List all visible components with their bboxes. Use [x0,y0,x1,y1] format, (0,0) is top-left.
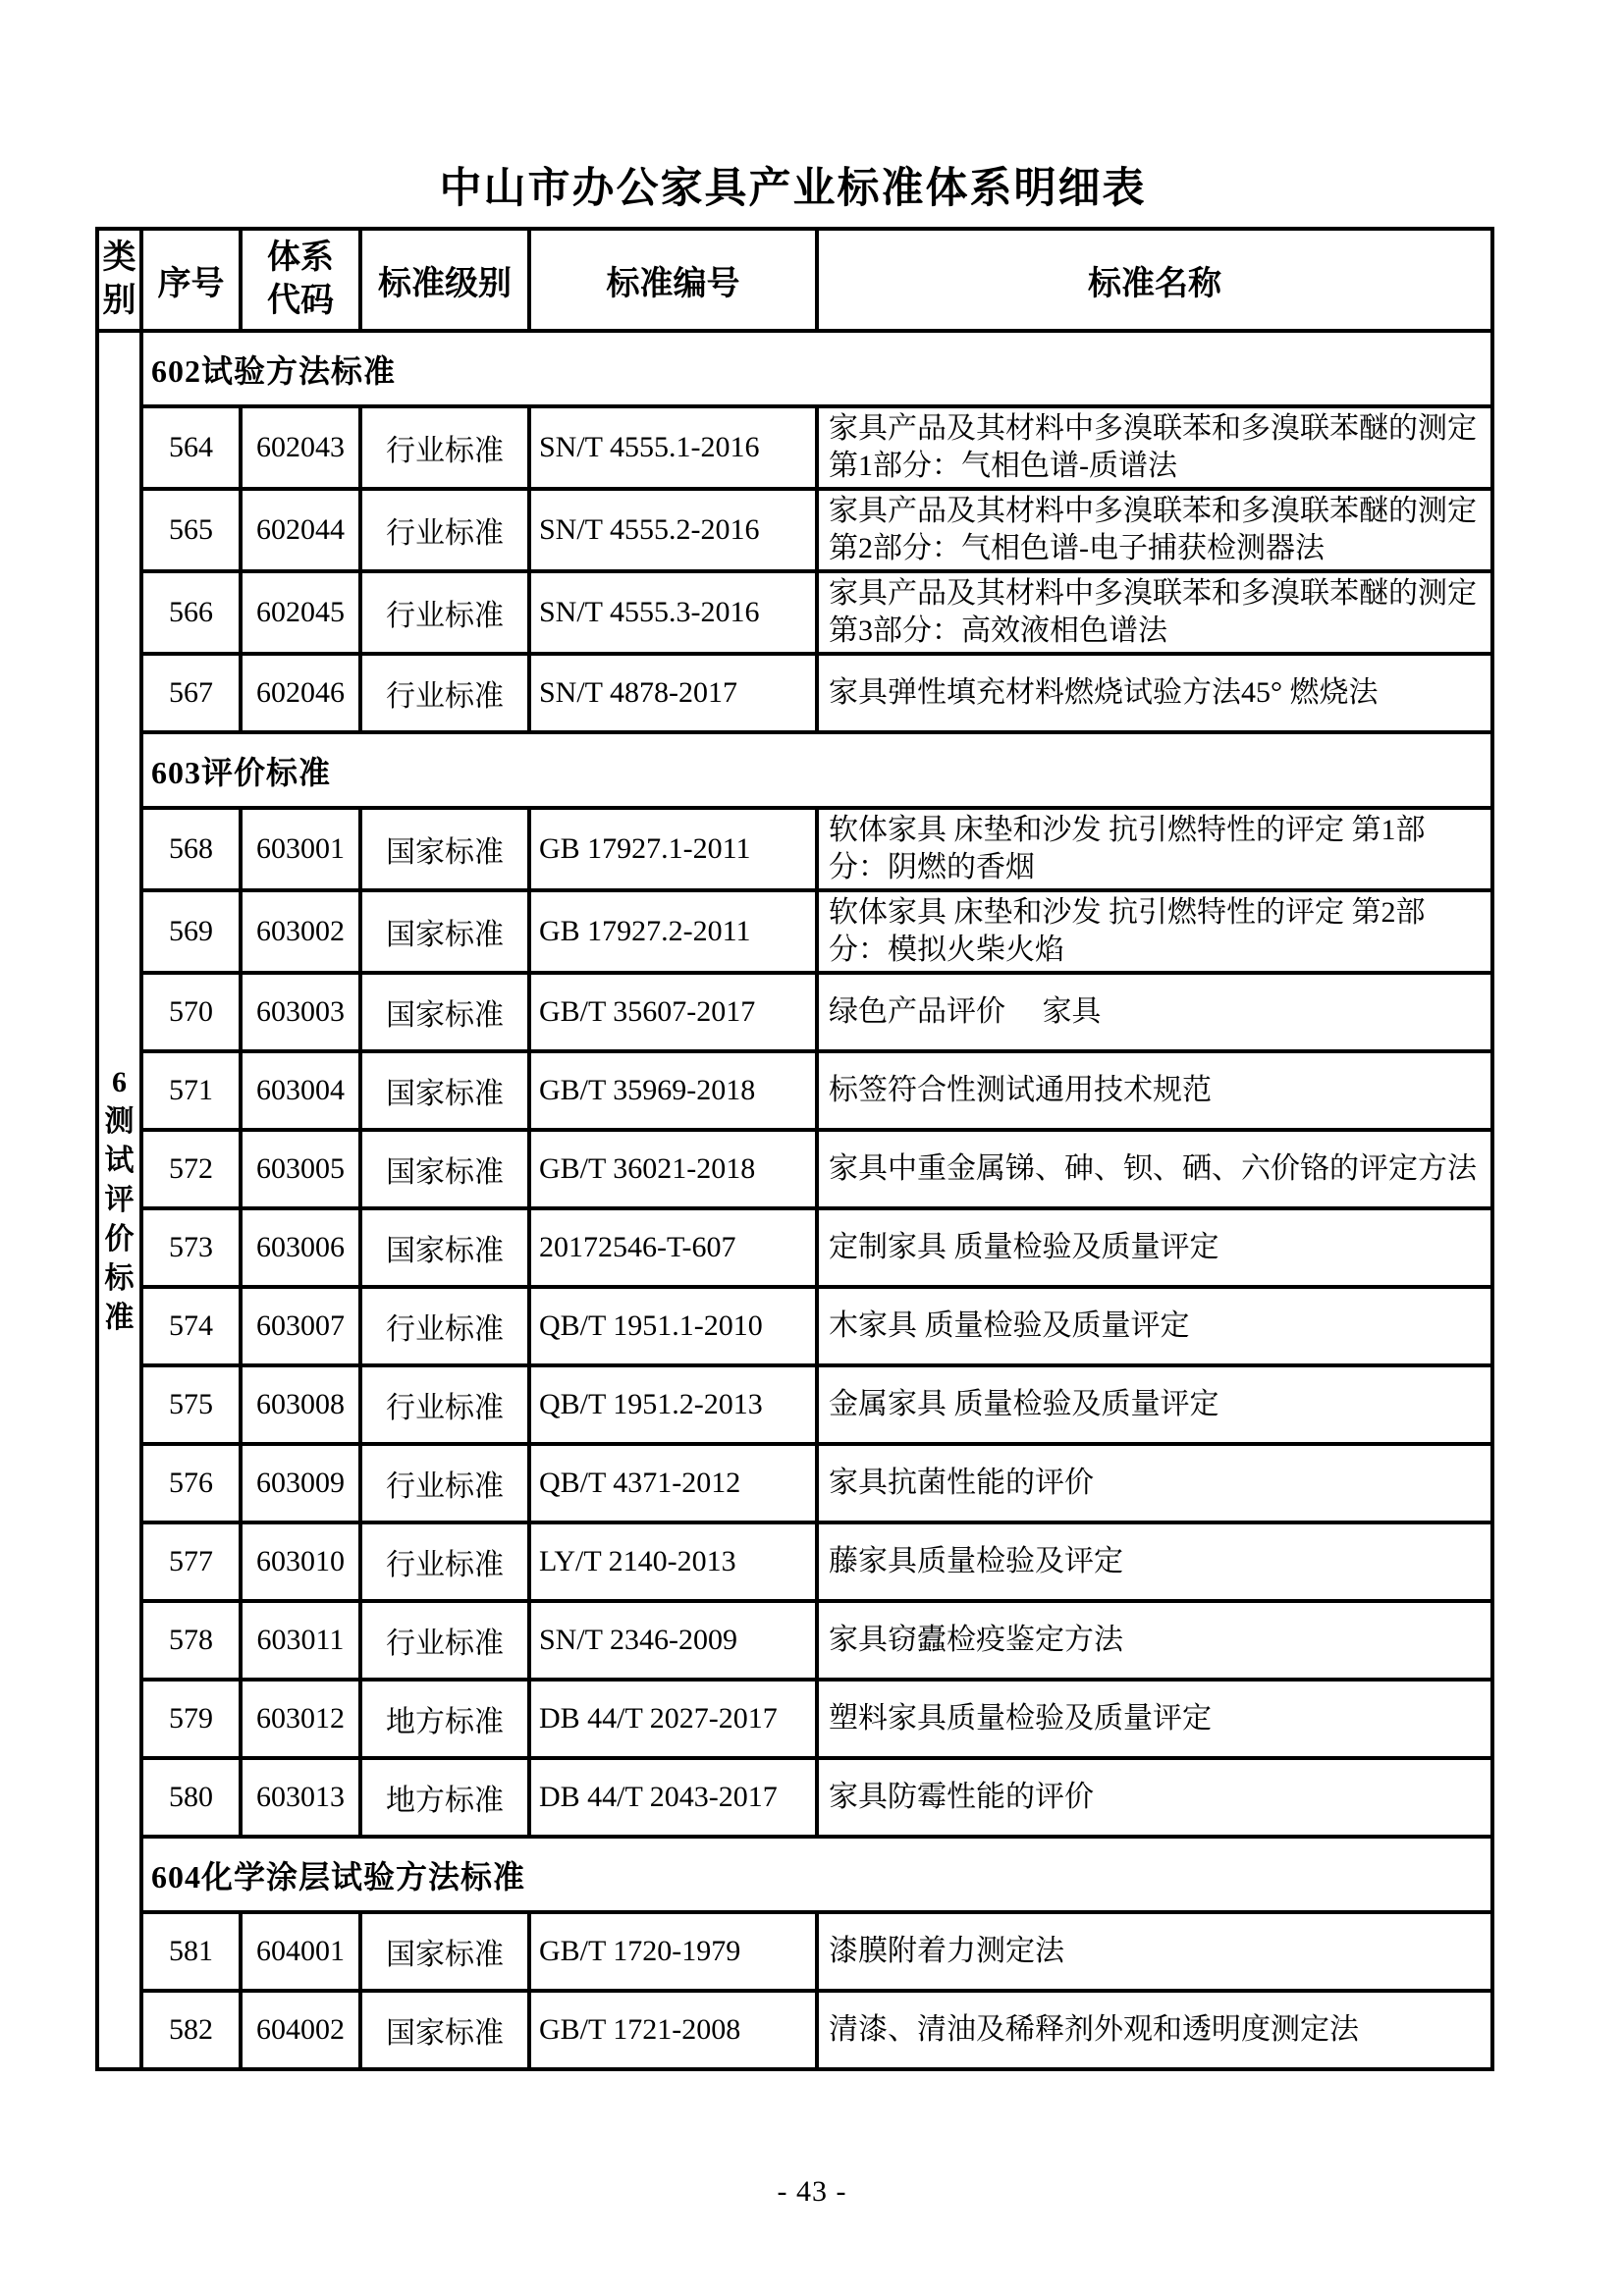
cell-level: 国家标准 [360,808,529,890]
cell-number: GB 17927.2-2011 [529,890,817,973]
cell-seq: 568 [141,808,241,890]
col-header-level: 标准级别 [360,229,529,331]
table-row [97,1365,1492,1444]
table-row [97,973,1492,1051]
cell-level: 行业标准 [360,654,529,732]
cell-level: 行业标准 [360,1522,529,1601]
cell-name: 标签符合性测试通用技术规范 [817,1051,1492,1130]
cell-seq: 576 [141,1444,241,1522]
col-header-code [241,229,360,331]
cell-name: 金属家具 质量检验及质量评定 [817,1365,1492,1444]
table-body [97,331,1492,2069]
section-row [97,331,1492,406]
cell-level: 行业标准 [360,1444,529,1522]
cell-number: QB/T 1951.1-2010 [529,1287,817,1365]
col-header-number: 标准编号 [529,229,817,331]
cell-name: 软体家具 床垫和沙发 抗引燃特性的评定 第1部分：阴燃的香烟 [817,808,1492,890]
cell-name: 木家具 质量检验及质量评定 [817,1287,1492,1365]
cell-seq: 564 [141,406,241,489]
cell-level: 行业标准 [360,1365,529,1444]
cell-level: 地方标准 [360,1680,529,1758]
cell-name: 清漆、清油及稀释剂外观和透明度测定法 [817,1991,1492,2069]
table-row [97,890,1492,973]
col-header-category [97,229,141,331]
cell-seq: 569 [141,890,241,973]
cell-seq: 572 [141,1130,241,1208]
cell-level: 国家标准 [360,1208,529,1287]
col-header-category-label: 类别 [102,240,136,319]
cell-name: 家具产品及其材料中多溴联苯和多溴联苯醚的测定 第3部分：高效液相色谱法 [817,571,1492,654]
cell-code: 603002 [241,890,360,973]
cell-name: 家具中重金属锑、砷、钡、硒、六价铬的评定方法 [817,1130,1492,1208]
cell-seq: 580 [141,1758,241,1837]
cell-level: 行业标准 [360,406,529,489]
section-row [97,1837,1492,1912]
cell-level: 行业标准 [360,571,529,654]
cell-name: 漆膜附着力测定法 [817,1912,1492,1991]
cell-number: LY/T 2140-2013 [529,1522,817,1601]
cell-name: 家具防霉性能的评价 [817,1758,1492,1837]
section-label: 604化学涂层试验方法标准 [141,1837,1492,1912]
cell-seq: 573 [141,1208,241,1287]
cell-name: 塑料家具质量检验及质量评定 [817,1680,1492,1758]
cell-code: 603012 [241,1680,360,1758]
cell-number: DB 44/T 2043-2017 [529,1758,817,1837]
table-row [97,1522,1492,1601]
cell-number: SN/T 4555.2-2016 [529,489,817,571]
cell-name: 软体家具 床垫和沙发 抗引燃特性的评定 第2部分：模拟火柴火焰 [817,890,1492,973]
cell-level: 国家标准 [360,890,529,973]
cell-level: 国家标准 [360,1130,529,1208]
table-row [97,571,1492,654]
col-header-name: 标准名称 [817,229,1492,331]
page-number: - 43 - [777,2175,847,2208]
cell-number: GB/T 36021-2018 [529,1130,817,1208]
cell-seq: 567 [141,654,241,732]
table-row [97,1444,1492,1522]
cell-number: SN/T 2346-2009 [529,1601,817,1680]
cell-number: GB/T 1721-2008 [529,1991,817,2069]
cell-name: 定制家具 质量检验及质量评定 [817,1208,1492,1287]
cell-seq: 566 [141,571,241,654]
cell-code: 603007 [241,1287,360,1365]
cell-code: 603004 [241,1051,360,1130]
cell-code: 603006 [241,1208,360,1287]
table-row [97,1208,1492,1287]
table-header-row [97,229,1492,331]
cell-seq: 571 [141,1051,241,1130]
cell-number: QB/T 1951.2-2013 [529,1365,817,1444]
cell-code: 603008 [241,1365,360,1444]
cell-name: 绿色产品评价 家具 [817,973,1492,1051]
cell-number: GB/T 1720-1979 [529,1912,817,1991]
cell-name: 家具弹性填充材料燃烧试验方法45° 燃烧法 [817,654,1492,732]
cell-name: 家具窃蠹检疫鉴定方法 [817,1601,1492,1680]
cell-level: 行业标准 [360,1287,529,1365]
cell-code: 602044 [241,489,360,571]
cell-code: 603003 [241,973,360,1051]
category-cell [97,331,141,2069]
section-label: 602试验方法标准 [141,331,1492,406]
cell-seq: 577 [141,1522,241,1601]
cell-name: 家具产品及其材料中多溴联苯和多溴联苯醚的测定 第2部分：气相色谱-电子捕获检测器法 [817,489,1492,571]
cell-code: 603013 [241,1758,360,1837]
category-label: 6测试评价标准 [104,1065,135,1334]
table-row [97,1130,1492,1208]
cell-level: 行业标准 [360,1601,529,1680]
cell-seq: 570 [141,973,241,1051]
table-row [97,489,1492,571]
table-row [97,654,1492,732]
table-row [97,1991,1492,2069]
cell-name: 家具抗菌性能的评价 [817,1444,1492,1522]
cell-code: 603001 [241,808,360,890]
cell-number: QB/T 4371-2012 [529,1444,817,1522]
cell-seq: 575 [141,1365,241,1444]
table-row [97,1912,1492,1991]
cell-code: 602045 [241,571,360,654]
cell-level: 国家标准 [360,1912,529,1991]
table-row [97,1680,1492,1758]
col-header-seq: 序号 [141,229,241,331]
cell-level: 国家标准 [360,973,529,1051]
table-row [97,1758,1492,1837]
cell-code: 603011 [241,1601,360,1680]
cell-name: 藤家具质量检验及评定 [817,1522,1492,1601]
cell-seq: 574 [141,1287,241,1365]
section-label: 603评价标准 [141,732,1492,808]
table-row [97,406,1492,489]
cell-seq: 582 [141,1991,241,2069]
page-title: 中山市办公家具产业标准体系明细表 [439,166,1147,212]
cell-level: 行业标准 [360,489,529,571]
cell-code: 602046 [241,654,360,732]
cell-level: 国家标准 [360,1051,529,1130]
cell-number: GB/T 35607-2017 [529,973,817,1051]
cell-code: 604001 [241,1912,360,1991]
cell-number: GB/T 35969-2018 [529,1051,817,1130]
cell-number: DB 44/T 2027-2017 [529,1680,817,1758]
cell-level: 地方标准 [360,1758,529,1837]
cell-name: 家具产品及其材料中多溴联苯和多溴联苯醚的测定 第1部分：气相色谱-质谱法 [817,406,1492,489]
cell-number: SN/T 4878-2017 [529,654,817,732]
cell-seq: 579 [141,1680,241,1758]
cell-code: 603010 [241,1522,360,1601]
cell-code: 603005 [241,1130,360,1208]
section-row [97,732,1492,808]
cell-seq: 565 [141,489,241,571]
cell-seq: 578 [141,1601,241,1680]
cell-number: 20172546-T-607 [529,1208,817,1287]
cell-number: SN/T 4555.1-2016 [529,406,817,489]
table-row [97,808,1492,890]
cell-code: 602043 [241,406,360,489]
table-row [97,1051,1492,1130]
table-row [97,1287,1492,1365]
cell-number: SN/T 4555.3-2016 [529,571,817,654]
cell-seq: 581 [141,1912,241,1991]
table-row [97,1601,1492,1680]
cell-code: 604002 [241,1991,360,2069]
cell-number: GB 17927.1-2011 [529,808,817,890]
cell-code: 603009 [241,1444,360,1522]
cell-level: 国家标准 [360,1991,529,2069]
col-header-code-label: 体系代码 [267,240,334,319]
standards-table [95,227,1494,2071]
